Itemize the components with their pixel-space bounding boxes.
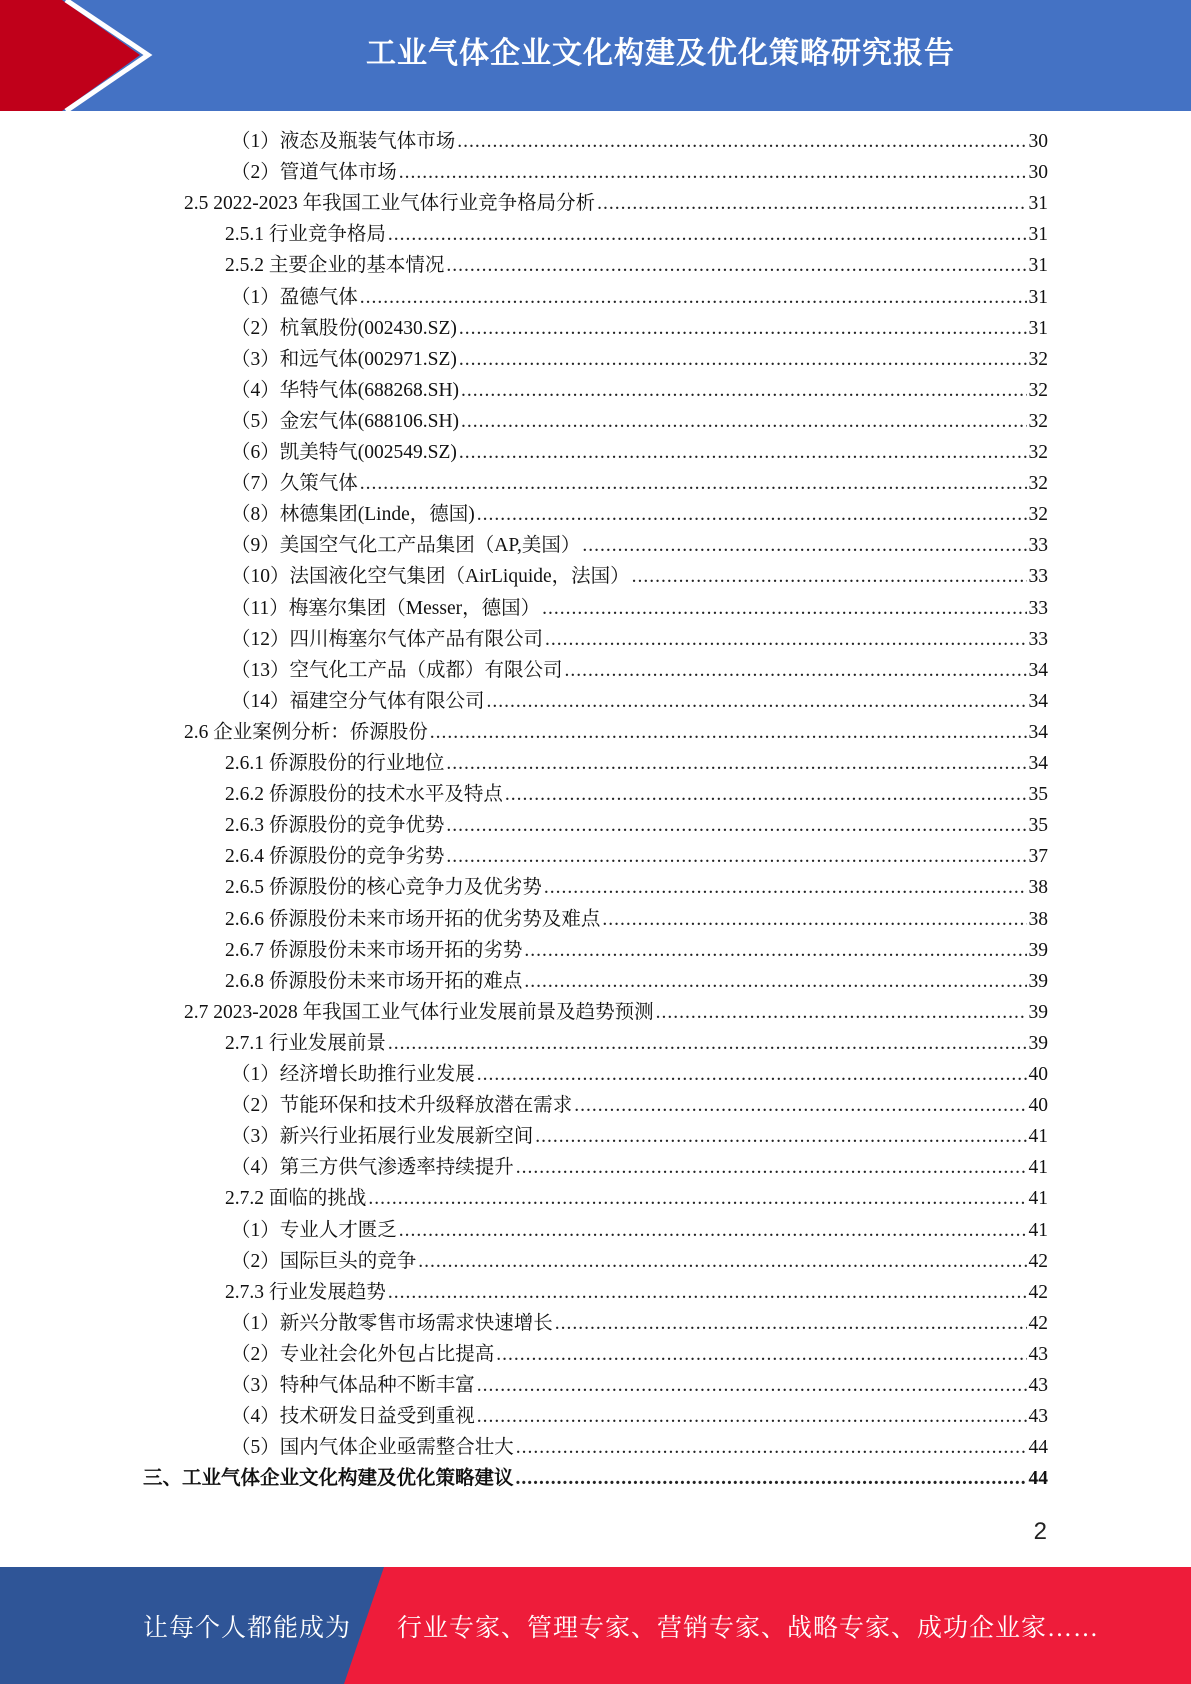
toc-entry[interactable]	[184, 717, 1048, 748]
toc-entry[interactable]	[231, 313, 1048, 344]
toc-entry-page: 39	[1028, 939, 1048, 961]
toc-entry[interactable]	[231, 1215, 1048, 1246]
toc-entry-page: 30	[1028, 162, 1048, 184]
toc-dot-leader	[446, 810, 1026, 841]
toc-entry[interactable]	[231, 282, 1048, 313]
toc-dot-leader	[459, 344, 1027, 375]
toc-entry-page: 33	[1028, 535, 1048, 557]
toc-entry-label: （5）国内气体企业亟需整合壮大	[231, 1437, 514, 1459]
toc-dot-leader	[487, 686, 1027, 717]
toc-entry-page: 43	[1028, 1343, 1048, 1365]
toc-dot-leader	[565, 655, 1027, 686]
toc-entry-page: 40	[1028, 1095, 1048, 1117]
toc-entry-page: 32	[1028, 504, 1048, 526]
toc-entry[interactable]	[225, 841, 1048, 872]
toc-dot-leader	[368, 1183, 1026, 1214]
toc-dot-leader	[477, 1401, 1027, 1432]
page-number: 2	[1033, 1518, 1047, 1545]
toc-entry[interactable]	[225, 250, 1048, 281]
toc-entry-label: 2.6.4 侨源股份的竞争劣势	[225, 846, 445, 868]
toc-entry-label: （13）空气化工产品（成都）有限公司	[231, 659, 563, 681]
toc-entry[interactable]	[225, 1028, 1048, 1059]
toc-entry[interactable]	[225, 904, 1048, 935]
toc-entry[interactable]	[231, 1121, 1048, 1152]
toc-entry-page: 42	[1028, 1312, 1048, 1334]
toc-entry-page: 35	[1028, 784, 1048, 806]
toc-entry-page: 32	[1028, 410, 1048, 432]
toc-entry[interactable]	[231, 530, 1048, 561]
toc-entry[interactable]	[143, 1463, 1048, 1494]
toc-entry-page: 44	[1028, 1437, 1048, 1459]
toc-dot-leader	[459, 437, 1027, 468]
toc-entry-label: （6）凯美特气(002549.SZ)	[231, 442, 457, 463]
toc-entry-page: 34	[1028, 753, 1048, 774]
toc-entry[interactable]	[225, 748, 1048, 779]
toc-entry-label: （4）技术研发日益受到重视	[231, 1406, 475, 1428]
toc-entry-page: 32	[1028, 379, 1048, 401]
toc-entry-label: 2.7 2023-2028 年我国工业气体行业发展前景及趋势预测	[184, 1001, 654, 1023]
toc-entry-label: （14）福建空分气体有限公司	[231, 690, 485, 712]
toc-entry[interactable]	[184, 188, 1048, 219]
toc-entry-label: 2.5 2022-2023 年我国工业气体行业竞争格局分析	[184, 193, 596, 215]
toc-dot-leader	[545, 624, 1026, 655]
toc-dot-leader	[388, 219, 1027, 250]
toc-entry-page: 42	[1028, 1250, 1048, 1272]
toc-entry-page: 39	[1028, 970, 1048, 992]
toc-entry-page: 31	[1028, 286, 1048, 308]
toc-entry[interactable]	[231, 686, 1048, 717]
toc-entry-page: 34	[1028, 690, 1048, 712]
toc-entry-page: 32	[1028, 442, 1048, 463]
toc-dot-leader	[542, 593, 1026, 624]
toc-entry[interactable]	[225, 219, 1048, 250]
toc-dot-leader	[459, 313, 1027, 344]
toc-entry-page: 31	[1028, 317, 1048, 339]
toc-entry-label: （2）杭氧股份(002430.SZ)	[231, 317, 457, 339]
toc-entry[interactable]	[231, 499, 1048, 530]
toc-entry[interactable]	[231, 561, 1048, 592]
toc-entry[interactable]	[231, 1432, 1048, 1463]
toc-dot-leader	[430, 717, 1027, 748]
toc-entry-page: 41	[1028, 1188, 1048, 1210]
toc-dot-leader	[535, 1121, 1026, 1152]
toc-entry[interactable]	[231, 157, 1048, 188]
toc-dot-leader	[360, 282, 1027, 313]
toc-entry[interactable]	[231, 1246, 1048, 1277]
toc-dot-leader	[457, 126, 1026, 157]
toc-dot-leader	[399, 1215, 1027, 1246]
toc-entry-page: 39	[1028, 1032, 1048, 1054]
toc-entry-page: 41	[1028, 1219, 1048, 1241]
toc-entry[interactable]	[231, 344, 1048, 375]
toc-entry-label: （1）液态及瓶装气体市场	[231, 131, 456, 152]
toc-entry-label: （4）第三方供气渗透率持续提升	[231, 1157, 514, 1179]
toc-entry[interactable]	[231, 1308, 1048, 1339]
toc-entry[interactable]	[184, 997, 1048, 1028]
toc-entry-page: 32	[1028, 473, 1048, 495]
toc-entry-label: 2.7.3 行业发展趋势	[225, 1281, 386, 1303]
toc-entry-page: 43	[1028, 1406, 1048, 1428]
page-header	[0, 0, 1191, 111]
toc-entry-label: 2.6.3 侨源股份的竞争优势	[225, 815, 445, 837]
toc-entry[interactable]	[225, 779, 1048, 810]
toc-dot-leader	[446, 250, 1026, 281]
toc-entry-page: 30	[1028, 131, 1048, 152]
toc-entry-label: 2.6.5 侨源股份的核心竞争力及优劣势	[225, 877, 542, 899]
toc-dot-leader	[602, 904, 1026, 935]
toc-entry-label: （1）盈德气体	[231, 286, 358, 308]
toc-entry-page: 33	[1028, 597, 1048, 619]
toc-entry-label: 2.6.2 侨源股份的技术水平及特点	[225, 784, 503, 806]
toc-entry-page: 34	[1028, 721, 1048, 743]
toc-entry-label: （3）特种气体品种不断丰富	[231, 1375, 475, 1396]
toc-dot-leader	[555, 1308, 1027, 1339]
footer-slogan-left: 让每个人都能成为	[143, 1614, 352, 1642]
toc-entry-label: （3）和远气体(002971.SZ)	[231, 348, 457, 370]
toc-dot-leader	[516, 1463, 1027, 1494]
toc-entry-label: （1）专业人才匮乏	[231, 1219, 397, 1241]
toc-entry-page: 31	[1028, 224, 1048, 246]
toc-entry-label: （3）新兴行业拓展行业发展新空间	[231, 1126, 534, 1148]
toc-dot-leader	[446, 841, 1026, 872]
toc-dot-leader	[524, 935, 1026, 966]
toc-entry-page: 31	[1028, 255, 1048, 277]
toc-entry-page: 32	[1028, 348, 1048, 370]
toc-entry-label: （2）节能环保和技术升级释放潜在需求	[231, 1095, 573, 1117]
toc-entry-label: （9）美国空气化工产品集团（AP,美国）	[231, 535, 581, 557]
toc-entry[interactable]	[225, 966, 1048, 997]
toc-entry-label: 2.6.1 侨源股份的行业地位	[225, 753, 445, 774]
toc-dot-leader	[516, 1152, 1027, 1183]
toc-dot-leader	[446, 748, 1026, 779]
toc-entry-label: 2.7.2 面临的挑战	[225, 1188, 367, 1210]
toc-dot-leader	[597, 188, 1026, 219]
toc-entry-page: 44	[1028, 1468, 1048, 1490]
toc-entry[interactable]	[231, 1152, 1048, 1183]
toc-entry-label: 2.6.6 侨源股份未来市场开拓的优劣势及难点	[225, 908, 601, 930]
toc-entry-label: （10）法国液化空气集团（AirLiquide，法国）	[231, 566, 630, 588]
toc-entry[interactable]	[231, 1370, 1048, 1401]
toc-dot-leader	[582, 530, 1026, 561]
toc-entry[interactable]	[231, 375, 1048, 406]
toc-entry-page: 41	[1028, 1126, 1048, 1148]
toc-entry[interactable]	[225, 872, 1048, 903]
toc-entry[interactable]	[225, 935, 1048, 966]
toc-entry-label: （2）专业社会化外包占比提高	[231, 1343, 495, 1365]
toc-entry[interactable]	[225, 810, 1048, 841]
toc-dot-leader	[544, 872, 1027, 903]
toc-entry-page: 34	[1028, 659, 1048, 681]
toc-entry-page: 40	[1028, 1064, 1048, 1085]
toc-entry-label: （8）林德集团(Linde，德国)	[231, 504, 475, 526]
toc-entry-page: 38	[1028, 877, 1048, 899]
toc-entry-page: 33	[1028, 628, 1048, 650]
toc-entry[interactable]	[231, 593, 1048, 624]
toc-entry-label: 2.6 企业案例分析：侨源股份	[184, 721, 428, 743]
footer-slogan-right: 行业专家、管理专家、营销专家、战略专家、成功企业家……	[397, 1614, 1100, 1642]
toc-entry-label: 2.5.1 行业竞争格局	[225, 224, 386, 246]
toc-dot-leader	[418, 1246, 1026, 1277]
toc-entry-page: 37	[1028, 846, 1048, 868]
toc-entry[interactable]	[231, 468, 1048, 499]
toc-entry[interactable]	[231, 655, 1048, 686]
toc-entry-label: （2）管道气体市场	[231, 162, 397, 184]
toc-dot-leader	[632, 561, 1027, 592]
toc-entry[interactable]	[231, 126, 1048, 157]
page-footer	[0, 1567, 1191, 1684]
toc-entry-label: （1）新兴分散零售市场需求快速增长	[231, 1312, 553, 1334]
toc-dot-leader	[656, 997, 1027, 1028]
toc-entry[interactable]	[225, 1277, 1048, 1308]
toc-dot-leader	[360, 468, 1027, 499]
toc-entry-page: 31	[1028, 193, 1048, 215]
toc-entry-label: 2.6.7 侨源股份未来市场开拓的劣势	[225, 939, 523, 961]
toc-entry-label: （12）四川梅塞尔气体产品有限公司	[231, 628, 544, 650]
toc-entry-label: 三、工业气体企业文化构建及优化策略建议	[143, 1468, 514, 1490]
toc-entry-page: 41	[1028, 1157, 1048, 1179]
toc-entry-label: 2.6.8 侨源股份未来市场开拓的难点	[225, 970, 523, 992]
toc-entry-page: 38	[1028, 908, 1048, 930]
toc-entry-label: （5）金宏气体(688106.SH)	[231, 410, 460, 432]
toc-dot-leader	[574, 1090, 1026, 1121]
toc-dot-leader	[388, 1028, 1027, 1059]
toc-dot-leader	[496, 1339, 1026, 1370]
toc-entry-label: （4）华特气体(688268.SH)	[231, 379, 460, 401]
toc-entry[interactable]	[231, 437, 1048, 468]
toc-dot-leader	[524, 966, 1026, 997]
toc-entry[interactable]	[231, 624, 1048, 655]
toc-entry-page: 39	[1028, 1001, 1048, 1023]
toc-entry-label: （7）久策气体	[231, 473, 358, 495]
toc-entry-page: 43	[1028, 1375, 1048, 1396]
toc-dot-leader	[477, 1370, 1027, 1401]
toc-entry[interactable]	[231, 1059, 1048, 1090]
toc-entry-label: （2）国际巨头的竞争	[231, 1250, 417, 1272]
toc-dot-leader	[461, 406, 1026, 437]
toc-entry[interactable]	[231, 1339, 1048, 1370]
toc-dot-leader	[516, 1432, 1027, 1463]
toc-entry-label: （1）经济增长助推行业发展	[231, 1064, 475, 1085]
report-title: 工业气体企业文化构建及优化策略研究报告	[366, 36, 955, 71]
toc-entry[interactable]	[225, 1183, 1048, 1214]
toc-entry-label: 2.5.2 主要企业的基本情况	[225, 255, 445, 277]
toc-entry-label: 2.7.1 行业发展前景	[225, 1032, 386, 1054]
toc-entry[interactable]	[231, 406, 1048, 437]
toc-entry-label: （11）梅塞尔集团（Messer，德国）	[231, 597, 541, 619]
toc-entry[interactable]	[231, 1401, 1048, 1432]
toc-dot-leader	[399, 157, 1027, 188]
toc-entry-page: 33	[1028, 566, 1048, 588]
toc-dot-leader	[461, 375, 1026, 406]
toc-dot-leader	[505, 779, 1027, 810]
toc-entry-page: 42	[1028, 1281, 1048, 1303]
toc-entry[interactable]	[231, 1090, 1048, 1121]
toc-entry-page: 35	[1028, 815, 1048, 837]
toc-dot-leader	[477, 1059, 1027, 1090]
toc-dot-leader	[388, 1277, 1027, 1308]
toc-dot-leader	[477, 499, 1027, 530]
